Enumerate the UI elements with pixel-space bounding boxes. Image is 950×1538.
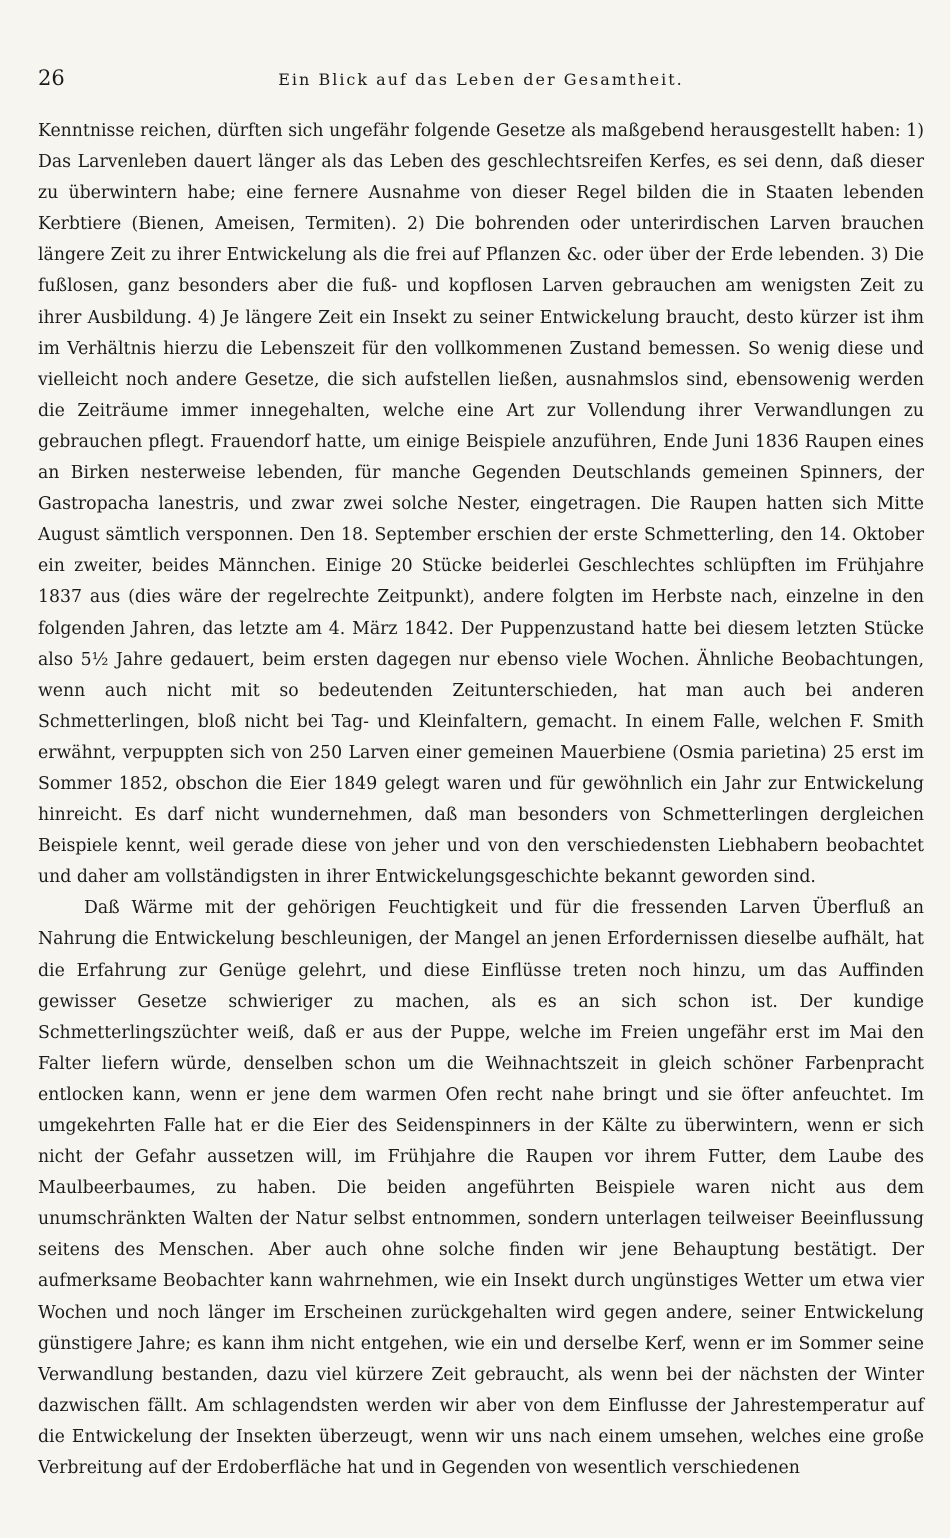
page-number: 26	[38, 66, 65, 90]
running-head: Ein Blick auf das Leben der Gesamtheit.	[278, 70, 684, 89]
page-header	[38, 66, 924, 106]
paragraph-continued: Kenntnisse reichen, dürften sich ungefähr folgende Gesetze als maßgebend herausgestellt haben: 1) Das Larvenleben dauert länger als das Leben des geschlechtsreifen Kerfes, es sei denn, daß dieser zu überwintern habe; eine fernere Ausnahme von dieser Regel bilden die in Staaten lebenden Kerbtiere (Bienen, Ameisen, Termiten). 2) Die bohrenden oder unterirdischen Larven brauchen längere Zeit zu ihrer Entwickelung als die frei auf Pflanzen &c. oder über der Erde lebenden. 3) Die fußlosen, ganz besonders aber die fuß- und kopflosen Larven gebrauchen am wenigsten Zeit zu ihrer Ausbildung. 4) Je längere Zeit ein Insekt zu seiner Entwickelung braucht, desto kürzer ist ihm im Verhältnis hierzu die Lebenszeit für den vollkommenen Zustand bemessen. So wenig diese und vielleicht noch andere Gesetze, die sich aufstellen ließen, ausnahmslos sind, ebensowenig werden die Zeiträume immer innegehalten, welche eine Art zur Vollendung ihrer Verwandlungen zu gebrauchen pflegt. Frauendorf hatte, um einige Beispiele anzuführen, Ende Juni 1836 Raupen eines an Birken nesterweise lebenden, für manche Gegenden Deutschlands gemeinen Spinners, der Gastropacha lanestris, und zwar zwei solche Nester, eingetragen. Die Raupen hatten sich Mitte August sämtlich versponnen. Den 18. September erschien der erste Schmetterling, den 14. Oktober ein zweiter, beides Männchen. Einige 20 Stücke beiderlei Geschlechtes schlüpften im Frühjahre 1837 aus (dies wäre der regelrechte Zeitpunkt), andere folgten im Herbste nach, einzelne in den folgenden Jahren, das letzte am 4. März 1842. Der Puppenzustand hatte bei diesem letzten Stücke also 5½ Jahre gedauert, beim ersten dagegen nur ebenso viele Wochen. Ähnliche Beobachtungen, wenn auch nicht mit so bedeutenden Zeitunterschieden, hat man auch bei anderen Schmetterlingen, bloß nicht bei Tag- und Kleinfaltern, gemacht. In einem Falle, welchen F. Smith erwähnt, verpuppten sich von 250 Larven einer gemeinen Mauerbiene (Osmia parietina) 25 erst im Sommer 1852, obschon die Eier 1849 gelegt waren und für gewöhnlich ein Jahr zur Entwickelung hinreicht. Es darf nicht wundernehmen, daß man besonders von Schmetterlingen dergleichen Beispiele kennt, weil gerade diese von jeher und von den verschiedensten Liebhabern beobachtet und daher am vollständigsten in ihrer Entwickelungsgeschichte bekannt geworden sind.	[38, 121, 924, 888]
paragraph: Daß Wärme mit der gehörigen Feuchtigkeit und für die fressenden Larven Überfluß an Nahrung die Entwickelung beschleunigen, der Mangel an jenen Erfordernissen dieselbe aufhält, hat die Erfahrung zur Genüge gelehrt, und diese Einflüsse treten noch hinzu, um das Auffinden gewisser Gesetze schwieriger zu machen, als es an sich schon ist. Der kundige Schmetterlingszüchter weiß, daß er aus der Puppe, welche im Freien ungefähr erst im Mai den Falter liefern würde, denselben schon um die Weihnachtszeit in gleich schöner Farbenpracht entlocken kann, wenn er jene dem warmen Ofen recht nahe bringt und sie öfter anfeuchtet. Im umgekehrten Falle hat er die Eier des Seidenspinners in der Kälte zu überwintern, wenn er sich nicht der Gefahr aussetzen will, im Frühjahre die Raupen vor ihrem Futter, dem Laube des Maulbeerbaumes, zu haben. Die beiden angeführten Beispiele waren nicht aus dem unumschränkten Walten der Natur selbst entnommen, sondern unterlagen teilweiser Beeinflussung seitens des Menschen. Aber auch ohne solche finden wir jene Behauptung bestätigt. Der aufmerksame Beobachter kann wahrnehmen, wie ein Insekt durch ungünstiges Wetter um etwa vier Wochen und noch länger im Erscheinen zurückgehalten wird gegen andere, seiner Entwickelung günstigere Jahre; es kann ihm nicht entgehen, wie ein und derselbe Kerf, wenn er im Sommer seine Verwandlung bestanden, dazu viel kürzere Zeit gebraucht, als wenn bei der nächsten der Winter dazwischen fällt. Am schlagendsten werden wir aber von dem Einflusse der Jahrestemperatur auf die Entwickelung der Insekten überzeugt, wenn wir uns nach einem umsehen, welches eine große Verbreitung auf der Erdoberfläche hat und in Gegenden von wesentlich verschiedenen	[38, 898, 924, 1479]
body-text	[38, 116, 924, 1484]
book-page	[38, 66, 924, 1484]
